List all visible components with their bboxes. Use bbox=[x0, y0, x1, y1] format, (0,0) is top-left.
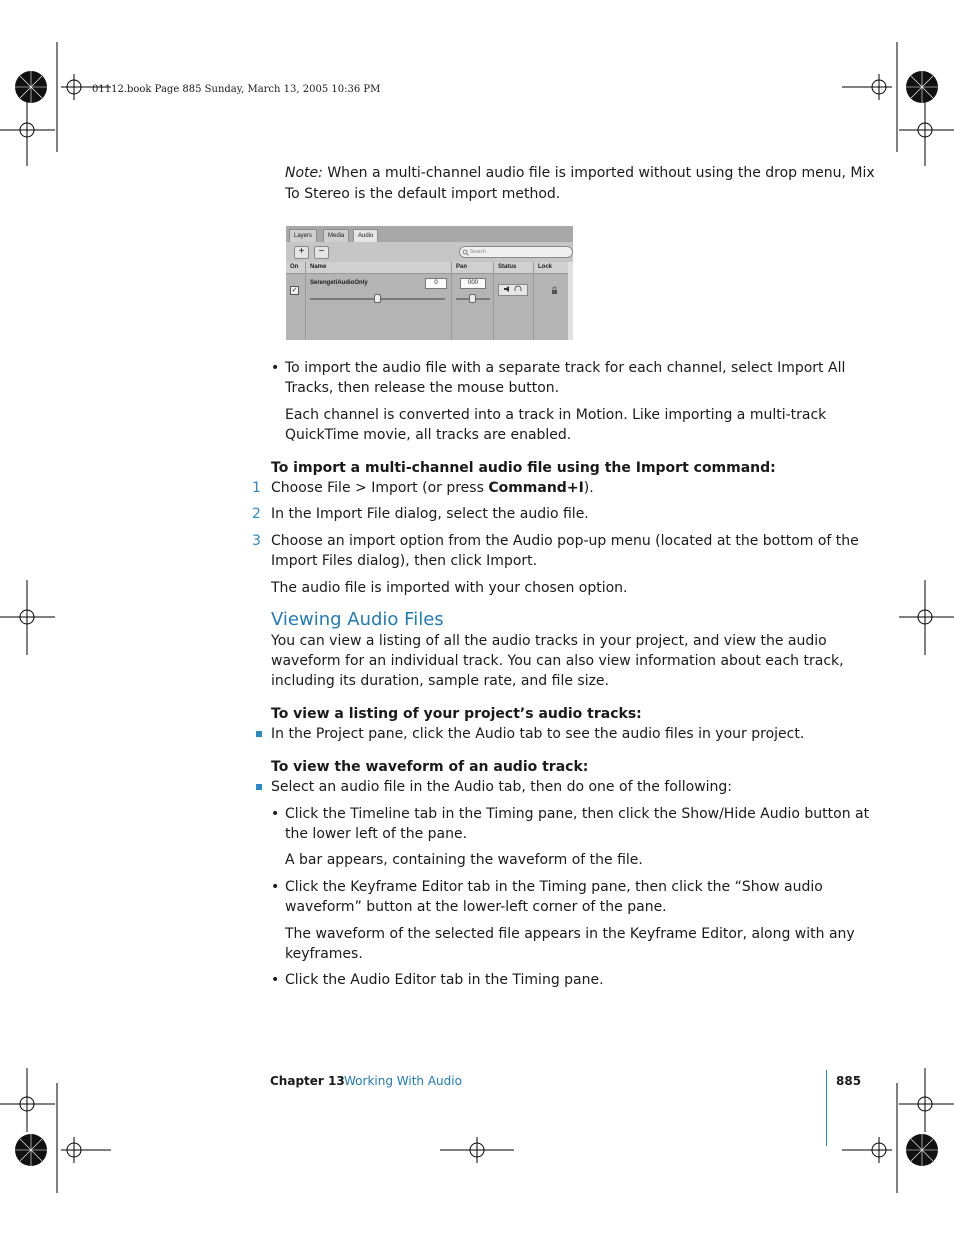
audio-toolbar bbox=[286, 242, 573, 262]
tab-media[interactable]: Media bbox=[323, 229, 349, 242]
step-number: 2 bbox=[252, 506, 261, 522]
bullet-a-line-2: Tracks, then release the mouse button. bbox=[285, 380, 560, 396]
para-a-line-1: Each channel is converted into a track in Motion. Like importing a multi-track bbox=[285, 407, 827, 423]
waveform-b2-sub-1: The waveform of the selected file appears in the Keyframe Editor, along with any bbox=[285, 926, 855, 942]
footer-rule bbox=[826, 1070, 827, 1146]
waveform-heading: To view the waveform of an audio track: bbox=[271, 759, 589, 775]
bullet-a-line-1: To import the audio file with a separate track for each channel, select Import All bbox=[285, 360, 846, 376]
audio-tab-screenshot bbox=[286, 226, 573, 340]
bullet: • bbox=[271, 879, 280, 895]
waveform-b2-sub-2: keyframes. bbox=[285, 946, 363, 962]
bullet: • bbox=[271, 806, 280, 822]
speaker-headphone-icon bbox=[501, 285, 525, 293]
section-line-3: including its duration, sample rate, and file size. bbox=[271, 673, 609, 689]
waveform-b1-sub: A bar appears, containing the waveform of the file. bbox=[285, 852, 643, 868]
pan-field[interactable]: 000 bbox=[460, 278, 486, 289]
section-line-2: waveform for an individual track. You can also view information about each track, bbox=[271, 653, 844, 669]
waveform-b2-line-1: Click the Keyframe Editor tab in the Timing pane, then click the “Show audio bbox=[285, 879, 823, 895]
column-on[interactable]: On bbox=[290, 264, 299, 270]
track-name: SerengetiAudioOnly bbox=[310, 280, 368, 286]
col-divider bbox=[493, 262, 494, 340]
tab-layers[interactable]: Layers bbox=[289, 229, 317, 242]
print-slug: 01112.book Page 885 Sunday, March 13, 2005 10:36 PM bbox=[92, 84, 381, 95]
col-divider bbox=[451, 262, 452, 340]
level-slider-knob[interactable] bbox=[374, 294, 381, 303]
step-1 bbox=[271, 478, 594, 498]
step-number: 1 bbox=[252, 480, 261, 496]
waveform-b1-line-1: Click the Timeline tab in the Timing pane, then click the Show/Hide Audio button at bbox=[285, 806, 870, 822]
column-status[interactable]: Status bbox=[498, 264, 517, 270]
waveform-b3: Click the Audio Editor tab in the Timing pane. bbox=[285, 972, 604, 988]
column-header bbox=[286, 262, 573, 274]
pan-slider-knob[interactable] bbox=[469, 294, 476, 303]
waveform-item: Select an audio file in the Audio tab, then do one of the following: bbox=[271, 779, 733, 795]
lock-icon[interactable] bbox=[551, 286, 558, 297]
tab-audio[interactable]: Audio bbox=[353, 229, 378, 242]
note-line-2: To Stereo is the default import method. bbox=[285, 186, 561, 202]
listing-heading: To view a listing of your project’s audio tracks: bbox=[271, 706, 642, 722]
listing-item: In the Project pane, click the Audio tab to see the audio files in your project. bbox=[271, 726, 805, 742]
col-divider bbox=[533, 262, 534, 340]
note-text-1: When a multi-channel audio file is imported without using the drop menu, Mix bbox=[327, 165, 875, 181]
waveform-b1-line-2: the lower left of the pane. bbox=[285, 826, 468, 842]
bullet: • bbox=[271, 972, 280, 988]
step-number: 3 bbox=[252, 533, 261, 549]
column-lock[interactable]: Lock bbox=[538, 264, 553, 270]
result-text: The audio file is imported with your chosen option. bbox=[271, 580, 628, 596]
step-1-post: ). bbox=[583, 480, 594, 496]
col-divider bbox=[305, 262, 306, 340]
section-line-1: You can view a listing of all the audio tracks in your project, and view the audio bbox=[271, 633, 827, 649]
step-1-shortcut: Command+I bbox=[488, 480, 584, 496]
search-input[interactable]: Search bbox=[459, 246, 573, 258]
square-bullet bbox=[256, 784, 262, 790]
remove-button[interactable]: − bbox=[314, 246, 329, 259]
column-name[interactable]: Name bbox=[310, 264, 327, 270]
square-bullet bbox=[256, 731, 262, 737]
step-3-line-2: Import Files dialog), then click Import. bbox=[271, 553, 538, 569]
level-field[interactable]: 0 bbox=[425, 278, 447, 289]
status-controls[interactable] bbox=[498, 284, 528, 296]
note-line-1 bbox=[285, 163, 875, 183]
footer-chapter-title[interactable]: Working With Audio bbox=[344, 1074, 462, 1088]
footer-chapter: Chapter 13 bbox=[270, 1074, 345, 1088]
add-button[interactable]: + bbox=[294, 246, 309, 259]
search-icon bbox=[462, 249, 469, 256]
step-3-line-1: Choose an import option from the Audio pop-up menu (located at the bottom of the bbox=[271, 533, 859, 549]
column-pan[interactable]: Pan bbox=[456, 264, 468, 270]
step-2: In the Import File dialog, select the audio file. bbox=[271, 506, 589, 522]
vertical-scrollbar[interactable] bbox=[568, 262, 573, 340]
import-heading: To import a multi-channel audio file using the Import command: bbox=[271, 460, 776, 476]
note-label: Note: bbox=[285, 165, 323, 181]
bullet: • bbox=[271, 360, 280, 376]
track-enable-checkbox[interactable]: ✓ bbox=[291, 287, 298, 294]
para-a-line-2: QuickTime movie, all tracks are enabled. bbox=[285, 427, 572, 443]
step-1-pre: Choose File > Import (or press bbox=[271, 480, 489, 496]
section-title: Viewing Audio Files bbox=[271, 609, 444, 630]
tab-bar bbox=[286, 226, 573, 242]
page-number: 885 bbox=[836, 1074, 862, 1088]
waveform-b2-line-2: waveform” button at the lower-left corner of the pane. bbox=[285, 899, 667, 915]
